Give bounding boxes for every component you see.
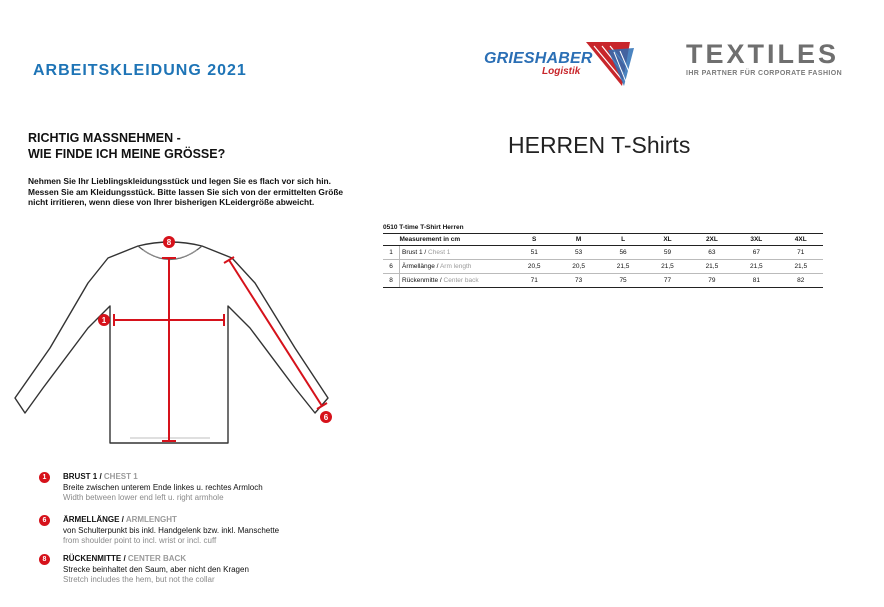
grieshaber-logo <box>480 42 635 88</box>
table-cell: 75 <box>601 274 645 288</box>
row-label <box>400 274 513 288</box>
row-label-en: Center back <box>443 277 479 284</box>
size-header: L <box>601 234 645 246</box>
svg-text:1: 1 <box>101 316 107 325</box>
textiles-logo-name: TEXTILES <box>686 39 840 69</box>
brand-title: ARBEITSKLEIDUNG 2021 <box>33 62 247 79</box>
size-table-grid <box>383 233 823 288</box>
size-table-header-num <box>383 234 400 246</box>
page-title: HERREN T-Shirts <box>508 132 691 158</box>
table-row <box>383 260 823 274</box>
row-num: 1 <box>383 246 400 260</box>
row-label <box>400 246 513 260</box>
marker-1-icon <box>98 314 110 326</box>
row-label-en: Chest 1 <box>428 249 451 256</box>
grieshaber-logo-name: GRIESHABER <box>484 50 593 67</box>
legend-badge-icon: 1 <box>39 472 50 483</box>
legend-desc-de: Breite zwischen unterem Ende linkes u. rechtes Armloch <box>63 483 263 492</box>
legend-desc-en: Stretch includes the hem, but not the collar <box>63 575 215 584</box>
table-cell: 67 <box>734 246 778 260</box>
legend-desc-de: Strecke beinhaltet den Saum, aber nicht den Kragen <box>63 565 249 574</box>
row-label-de: Ärmellänge / <box>402 263 440 270</box>
table-cell: 20,5 <box>512 260 556 274</box>
table-row <box>383 246 823 260</box>
row-label-de: Brust 1 / <box>402 249 429 256</box>
size-header: XL <box>645 234 689 246</box>
legend-title-de: RÜCKENMITTE / <box>63 554 128 563</box>
legend-badge-icon: 6 <box>39 515 50 526</box>
size-header: M <box>556 234 600 246</box>
textiles-logo <box>686 40 846 77</box>
marker-8-icon <box>163 236 175 248</box>
size-table-header-label: Measurement in cm <box>400 234 513 246</box>
table-row <box>383 274 823 288</box>
table-cell: 21,5 <box>645 260 689 274</box>
table-cell: 59 <box>645 246 689 260</box>
table-cell: 21,5 <box>779 260 823 274</box>
grieshaber-flag-icon <box>580 42 635 86</box>
legend-title-de: BRUST 1 / <box>63 472 104 481</box>
legend-badge-icon: 8 <box>39 554 50 565</box>
table-cell: 56 <box>601 246 645 260</box>
table-cell: 73 <box>556 274 600 288</box>
table-cell: 81 <box>734 274 778 288</box>
row-label-en: Arm length <box>439 263 472 270</box>
legend-title <box>63 472 138 481</box>
table-cell: 71 <box>779 246 823 260</box>
row-label-de: Rückenmitte / <box>402 277 444 284</box>
measure-line-arm <box>229 260 322 406</box>
row-label <box>400 260 513 274</box>
table-cell: 71 <box>512 274 556 288</box>
marker-6-icon <box>320 411 332 423</box>
table-cell: 63 <box>690 246 734 260</box>
legend-title-de: ÄRMELLÄNGE / <box>63 515 126 524</box>
legend-title-en: ARMLENGHT <box>125 515 177 524</box>
table-cell: 20,5 <box>556 260 600 274</box>
legend-title <box>63 515 177 524</box>
size-table-caption: 0510 T-time T-Shirt Herren <box>383 224 464 231</box>
table-cell: 79 <box>690 274 734 288</box>
legend-desc-en: from shoulder point to incl. wrist or incl. cuff <box>63 536 217 545</box>
legend-desc-de: von Schulterpunkt bis inkl. Handgelenk bzw. inkl. Manschette <box>63 526 280 535</box>
row-num: 8 <box>383 274 400 288</box>
grieshaber-logo-sub: Logistik <box>542 66 581 77</box>
table-cell: 82 <box>779 274 823 288</box>
svg-text:8: 8 <box>166 238 172 247</box>
legend-desc-en: Width between lower end left u. right armhole <box>63 493 224 502</box>
table-cell: 21,5 <box>601 260 645 274</box>
table-cell: 21,5 <box>734 260 778 274</box>
row-num: 6 <box>383 260 400 274</box>
legend-title-en: CENTER BACK <box>127 554 187 563</box>
size-table <box>383 224 823 288</box>
howto-title-line2: WIE FINDE ICH MEINE GRÖSSE? <box>28 147 226 161</box>
size-header: 4XL <box>779 234 823 246</box>
howto-title-line1: RICHTIG MASSNEHMEN - <box>28 131 181 145</box>
legend-title-en: CHEST 1 <box>103 472 138 481</box>
howto-intro: Nehmen Sie Ihr Lieblingskleidungsstück und legen Sie es flach vor sich hin. Messen Sie am Kleidungsstück. Bitte lassen Sie sich von der ermittelten Größe nicht irritieren, wenn diese von Ihrer bisherigen KLeidergröße abweicht. <box>28 176 344 208</box>
textiles-logo-tagline: IHR PARTNER FÜR CORPORATE FASHION <box>686 70 843 77</box>
howto-title <box>28 130 225 162</box>
table-cell: 53 <box>556 246 600 260</box>
size-header: 2XL <box>690 234 734 246</box>
table-cell: 77 <box>645 274 689 288</box>
size-header: 3XL <box>734 234 778 246</box>
table-cell: 21,5 <box>690 260 734 274</box>
svg-text:6: 6 <box>323 413 329 422</box>
size-table-header-row <box>383 234 823 246</box>
table-cell: 51 <box>512 246 556 260</box>
legend-title <box>63 554 186 563</box>
size-header: S <box>512 234 556 246</box>
shirt-diagram <box>10 228 350 453</box>
